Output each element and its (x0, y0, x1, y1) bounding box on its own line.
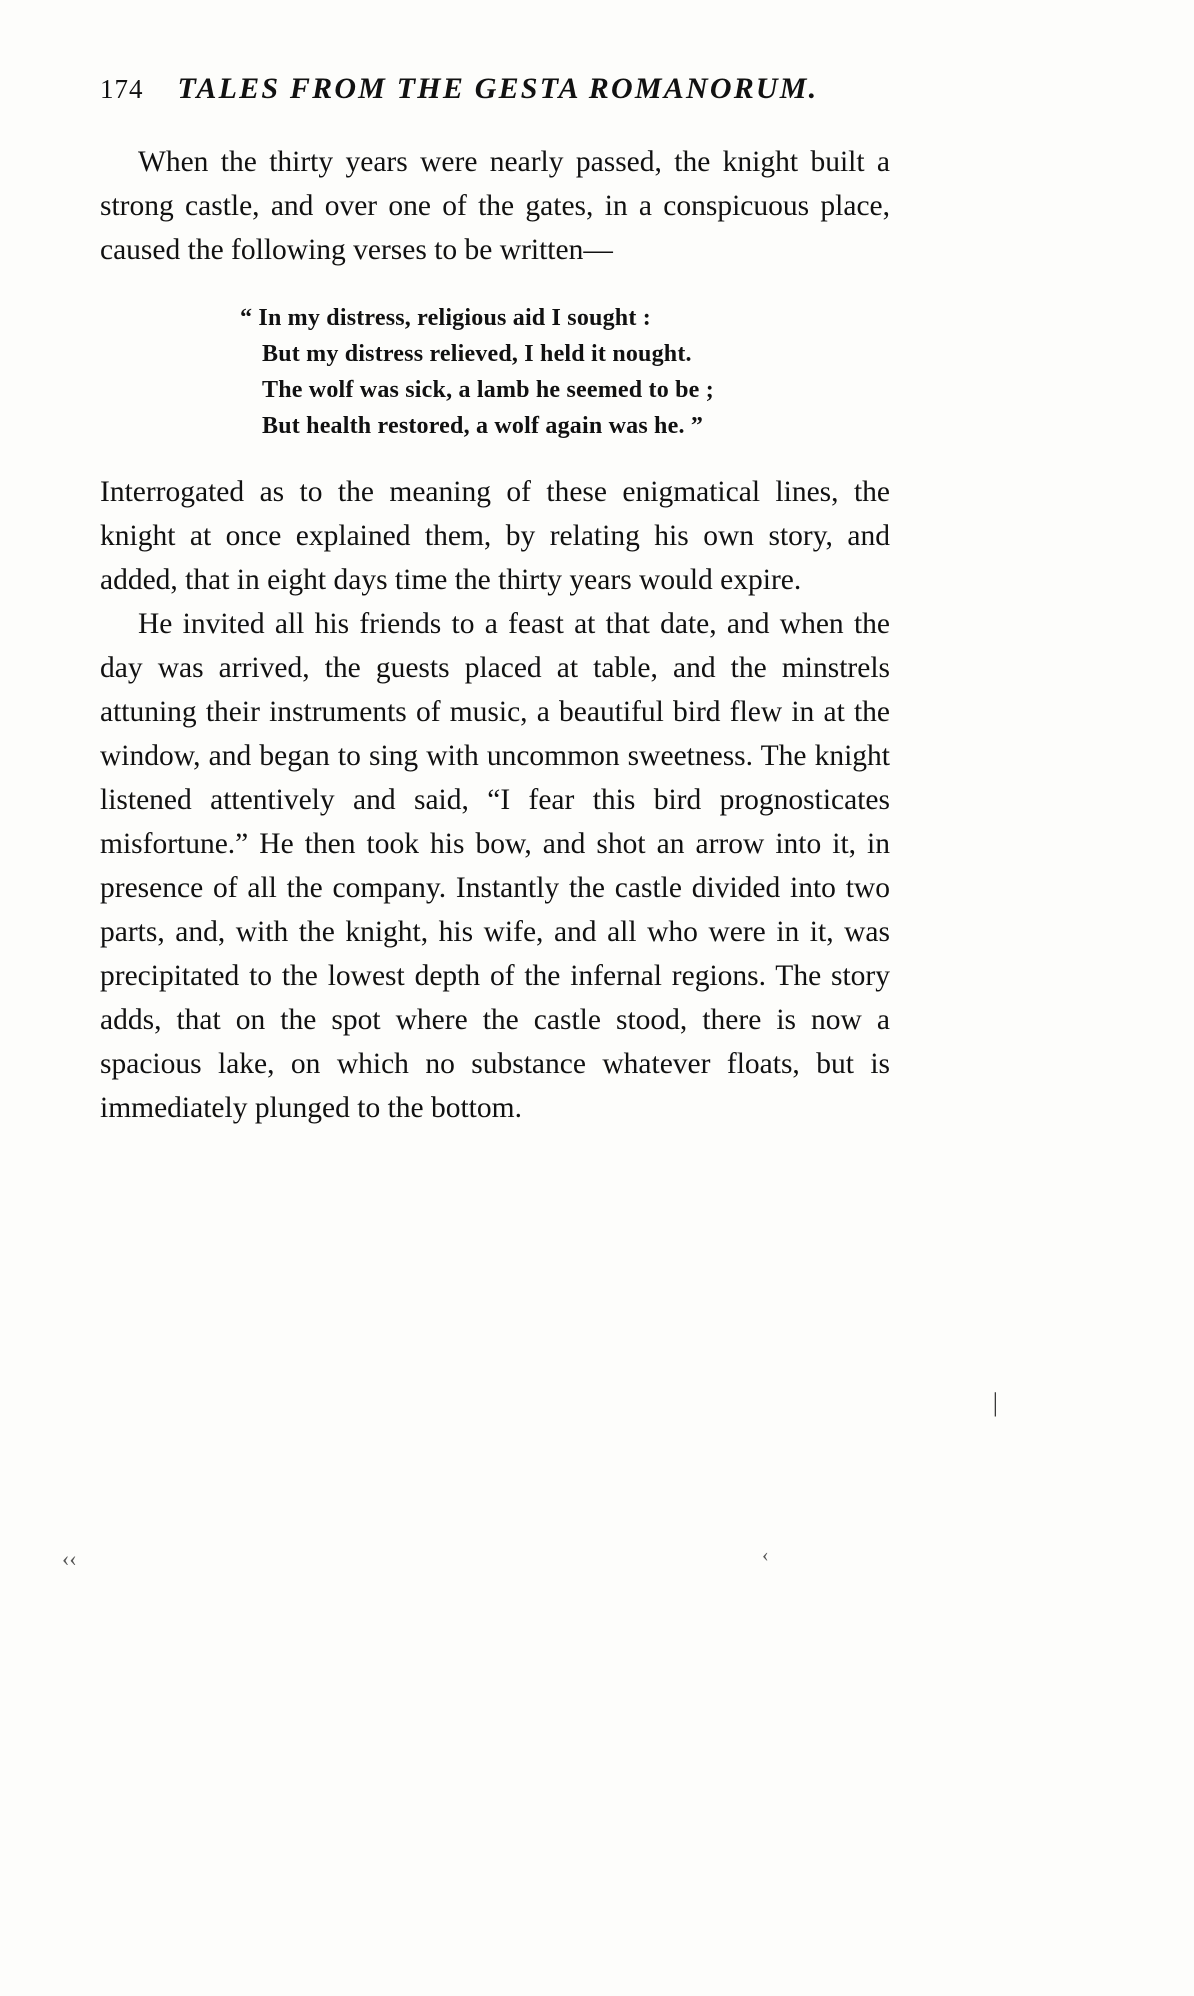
page-number: 174 (100, 74, 144, 104)
verse-block (100, 300, 890, 444)
verse-line-3: The wolf was sick, a lamb he seemed to be ; (262, 377, 714, 403)
verse-line-2: But my distress relieved, I held it nought. (262, 341, 692, 367)
paragraph-1: When the thirty years were nearly passed, the knight built a strong castle, and over one of the gates, in a conspicuous place, caused the following verses to be written— (100, 146, 890, 266)
verse-line-1: “ In my distress, religious aid I sought : (240, 305, 651, 331)
verse-line-4: But health restored, a wolf again was he. ” (262, 413, 704, 439)
scan-mark-bottom-left: ‹‹ (62, 1546, 77, 1571)
page-content (100, 72, 890, 1130)
paragraph-2: Interrogated as to the meaning of these enigmatical lines, the knight at once explained them, by relating his own story, and added, that in eight days time the thirty years would expire. (100, 476, 890, 596)
running-head (100, 72, 890, 106)
paragraph-3: He invited all his friends to a feast at that date, and when the day was arrived, the guests placed at table, and the minstrels attuning their instruments of music, a beautiful bird flew in at the window, and began to sing with uncommon sweetness. The knight listened attentively and said, “I fear this bird prognosticates misfortune.” He then took his bow, and shot an arrow into it, in presence of all the company. Instantly the castle divided into two parts, and, with the knight, his wife, and all who were in it, was precipitated to the lowest depth of the infernal regions. The story adds, that on the spot where the castle stood, there is now a spacious lake, on which no substance whatever floats, but is immediately plunged to the bottom. (100, 608, 890, 1124)
scan-mark-right: | (992, 1388, 998, 1417)
scan-mark-bottom-right: ‹ (762, 1544, 769, 1566)
running-title: TALES FROM THE GESTA ROMANORUM. (177, 72, 819, 105)
